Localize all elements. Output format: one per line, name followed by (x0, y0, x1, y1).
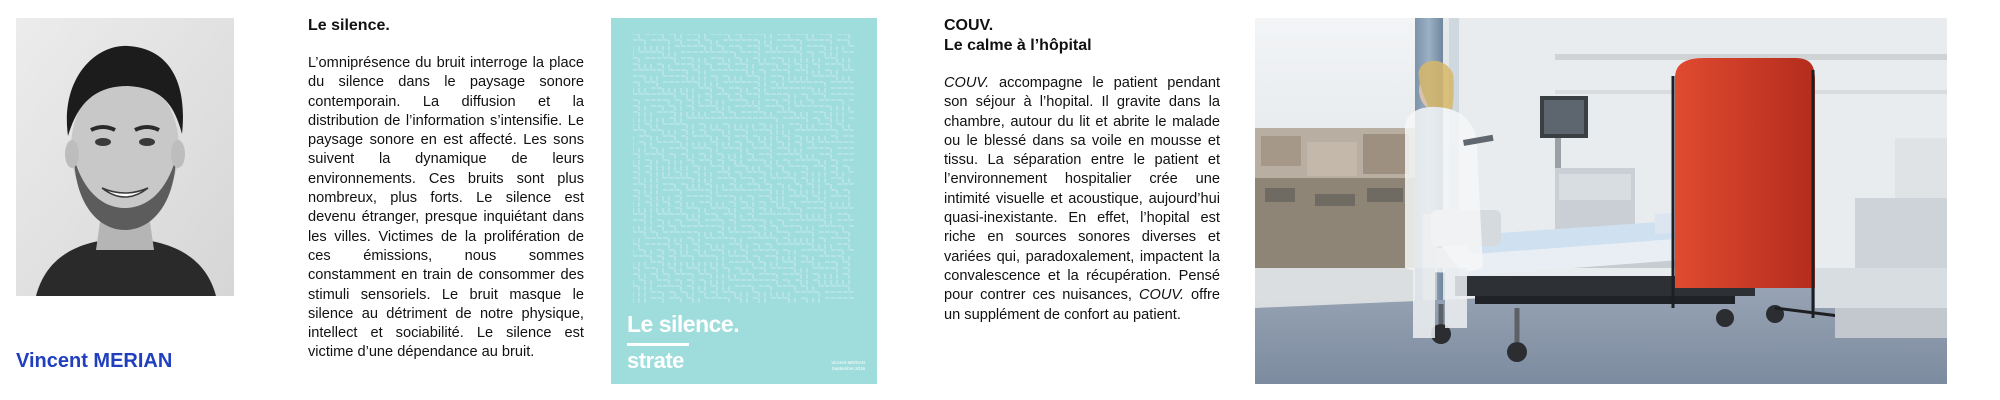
strate-logo: strate (627, 348, 684, 373)
poster-rule (627, 343, 689, 346)
silence-paragraph: L’omniprésence du bruit interroge la place du silence dans le paysage sonore contemporain. La diffusion et la distribution de l’information s’intensifie. Le paysage sonore en est affecté. Les sons suivent la dynamique de leurs environnements. Ces bruits sont plus nombreux, plus forts. Le silence est devenu étranger, presque inquiétant dans les villes. Victimes de la prolifération de ces émissions, nous sommes constamment en train de consommer des stimuli sensoriels. Le bruit masque le silence au détriment de notre physique, intellect et sociabilité. Le silence est victime d’une dépendance au bruit. (308, 55, 584, 361)
poster-meta-date: Septembre 2016 (831, 366, 865, 371)
hospital-scene-render (1255, 18, 1947, 384)
silence-title: Le silence. (308, 17, 390, 34)
couv-subtitle: Le calme à l’hôpital (944, 37, 1092, 54)
couv-body-lead: COUV. (944, 75, 990, 91)
poster-title: Le silence. (627, 311, 740, 337)
poster-meta (831, 360, 865, 372)
poster-meta-author: Vincent MERIAN (831, 360, 865, 365)
silence-text-column (308, 16, 584, 363)
couv-body-part2: offre un supplément de confort au patient. (944, 287, 1220, 323)
silence-poster (611, 18, 877, 384)
silence-body (308, 54, 584, 363)
poster-pattern (633, 34, 855, 304)
couv-text-column (944, 16, 1220, 325)
couv-paragraph (944, 74, 1220, 325)
author-name: Vincent MERIAN (16, 350, 173, 372)
couv-body (944, 74, 1220, 325)
couv-title: COUV. (944, 17, 994, 34)
couv-body-lead2: COUV. (1138, 287, 1185, 304)
author-portrait (16, 18, 234, 296)
couv-body-part1: accompagne le patient pendant son séjour à l’hopital. Il gravite dans la chambre, autour du lit et abrite le malade ou le blessé dans sa voile en mousse et tissu. La séparation entre le patient et l’environnement hospitalier crée une intimité visuelle et acoustique, aujourd’hui quasi-inexistante. En effet, l’hopital est riche en sources sonores diverses et variées qui, paradoxalement, impactent la convalescence et la récupération. Pensé pour contrer ces nuisances, (944, 75, 1220, 304)
